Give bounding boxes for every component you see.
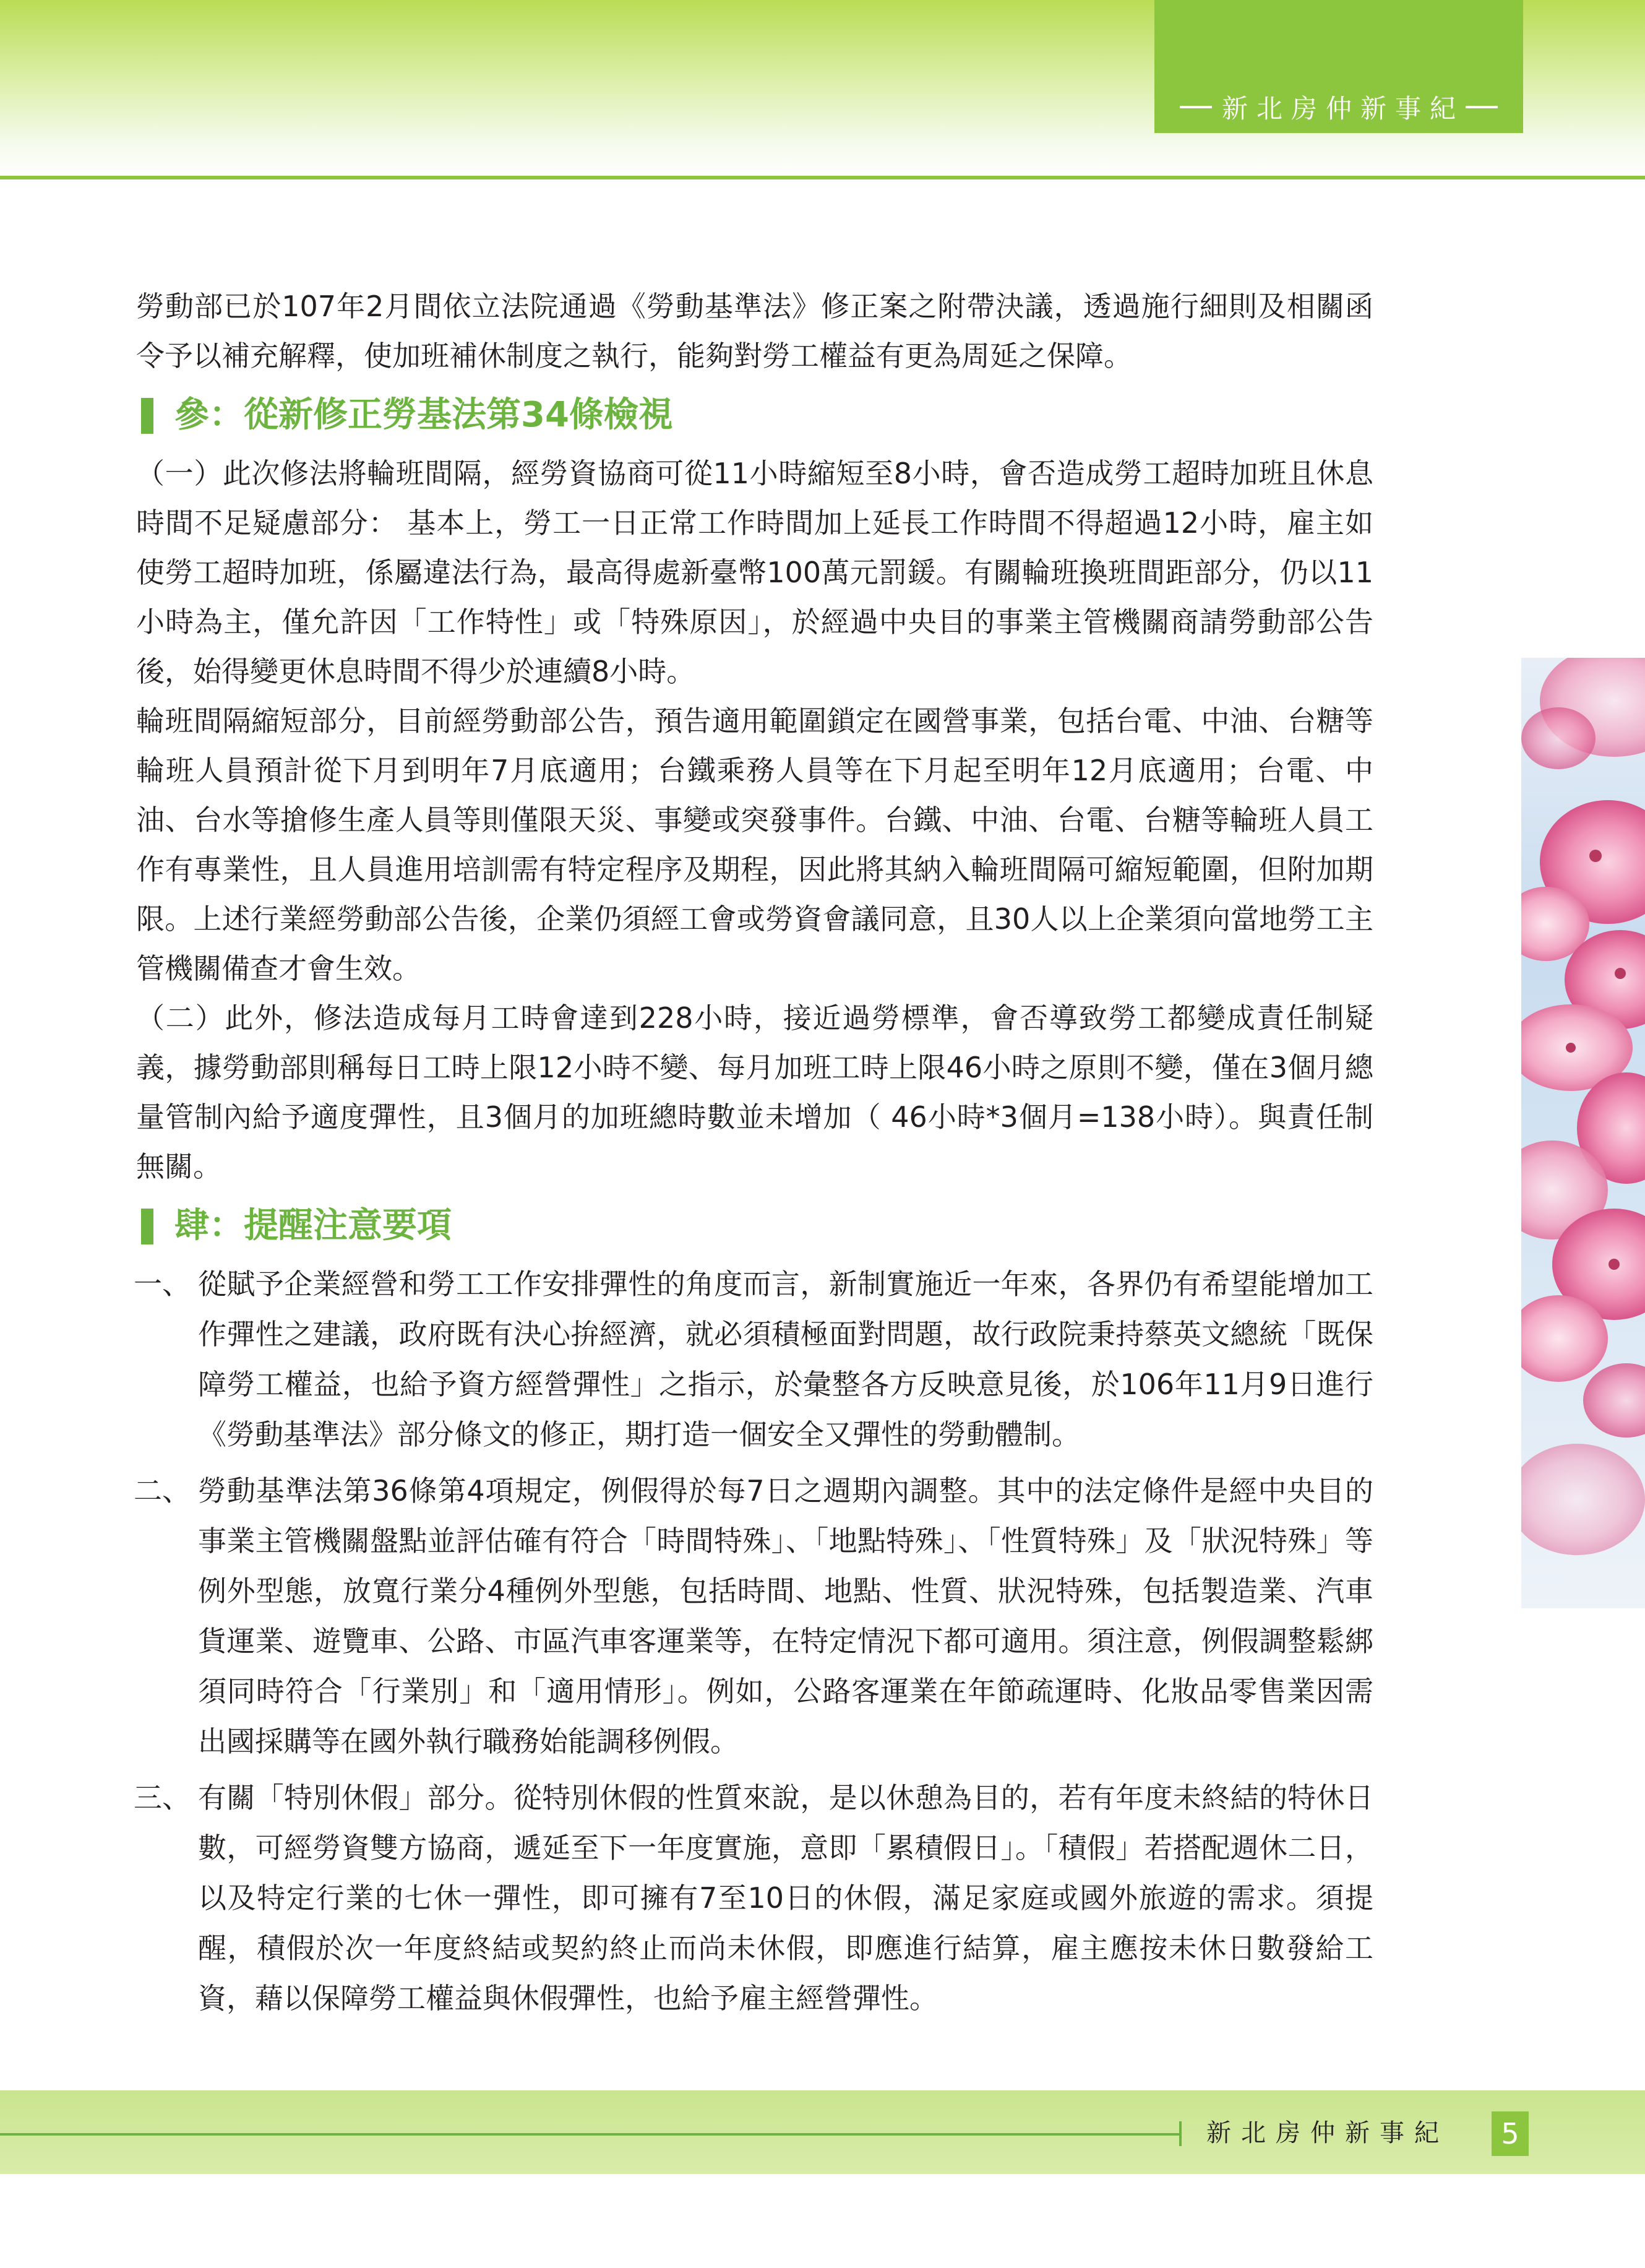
section-4-title: 肆：提醒注意要項 bbox=[174, 1205, 452, 1246]
title-dash-left bbox=[1180, 106, 1212, 108]
list-text: 從賦予企業經營和勞工工作安排彈性的角度而言，新制實施近一年來，各界仍有希望能增加工作彈性之建議，政府既有決心拚經濟，就必須積極面對問題，故行政院秉持蔡英文總統「既保障勞工權益，也給予資方經營彈性」之指示，於彙整各方反映意見後，於106年11月9日進行《勞動基準法》部分條文的修正，期打造一個安全又彈性的勞動體制。 bbox=[198, 1267, 1373, 1451]
list-number: 二、 bbox=[134, 1474, 191, 1507]
header-divider bbox=[0, 176, 1645, 179]
heading-bar bbox=[141, 398, 153, 434]
list-text: 有關「特別休假」部分。從特別休假的性質來說，是以休憩為目的，若有年度未終結的特休日數，可經勞資雙方協商，遞延至下一年度實施，意即「累積假日」。「積假」若搭配週休二日，以及特定行業的七休一彈性，即可擁有7至10日的休假，滿足家庭或國外旅遊的需求。須提醒，積假於次一年度終結或契約終止而尚未休假，即應進行結算，雇主應按未休日數發給工資，藉以保障勞工權益與休假彈性，也給予雇主經營彈性。 bbox=[198, 1781, 1373, 2015]
header-title: 新北房仲新事紀 bbox=[1221, 93, 1464, 124]
list-text: 勞動基準法第36條第4項規定，例假得於每7日之週期內調整。其中的法定條件是經中央目的事業主管機關盤點並評估確有符合「時間特殊」、「地點特殊」、「性質特殊」及「狀況特殊」等例外型態，放寬行業分4種例外型態，包括時間、地點、性質、狀況特殊，包括製造業、汽車貨運業、遊覽車、公路、市區汽車客運業等，在特定情況下都可適用。須注意，例假調整鬆綁須同時符合「行業別」和「適用情形」。例如，公路客運業在年節疏運時、化妝品零售業因需出國採購等在國外執行職務始能調移例假。 bbox=[198, 1474, 1373, 1758]
section-3-paragraph: （二）此外，修法造成每月工時會達到228小時，接近過勞標準，會否導致勞工都變成責任制疑義，據勞動部則稱每日工時上限12小時不變、每月加班工時上限46小時之原則不變，僅在3個月總量管制內給予適度彈性，且3個月的加班總時數並未增加（ 46小時*3個月=138小時）。與責任制無關。 bbox=[136, 1001, 1373, 1183]
section-4-heading bbox=[136, 1195, 1373, 1257]
title-dash-right bbox=[1466, 106, 1498, 108]
list-number: 三、 bbox=[134, 1781, 191, 1814]
page-number: 5 bbox=[1492, 2111, 1529, 2156]
footer-title: 新北房仲新事紀 bbox=[1206, 2119, 1449, 2147]
list-item bbox=[136, 1259, 1373, 1460]
header-title-tab bbox=[1154, 0, 1523, 133]
section-3-heading bbox=[136, 384, 1373, 446]
section-3-title: 參：從新修正勞基法第34條檢視 bbox=[174, 395, 673, 435]
list-item bbox=[136, 1773, 1373, 2024]
footer-tick bbox=[1179, 2121, 1182, 2146]
list-number: 一、 bbox=[134, 1267, 191, 1301]
list-item bbox=[136, 1466, 1373, 1767]
flower-photo bbox=[1521, 658, 1645, 1608]
footer-divider bbox=[0, 2133, 1182, 2136]
intro-paragraph: 勞動部已於107年2月間依立法院通過《勞動基準法》修正案之附帶決議，透過施行細則及相關函令予以補充解釋，使加班補休制度之執行，能夠對勞工權益有更為周延之保障。 bbox=[136, 290, 1373, 373]
article-body bbox=[136, 282, 1373, 2030]
section-3-paragraph: （一）此次修法將輪班間隔，經勞資協商可從11小時縮短至8小時，會否造成勞工超時加班且休息時間不足疑慮部分： 基本上，勞工一日正常工作時間加上延長工作時間不得超過12小時，雇主如使勞工超時加班，係屬違法行為，最高得處新臺幣100萬元罰鍰。有關輪班換班間距部分，仍以11小時為主，僅允許因「工作特性」或「特殊原因」，於經過中央目的事業主管機關商請勞動部公告後，始得變更休息時間不得少於連續8小時。 bbox=[136, 457, 1373, 688]
section-3-paragraph: 輪班間隔縮短部分，目前經勞動部公告，預告適用範圍鎖定在國營事業，包括台電、中油、台糖等輪班人員預計從下月到明年7月底適用；台鐵乘務人員等在下月起至明年12月底適用；台電、中油、台水等搶修生產人員等則僅限天災、事變或突發事件。台鐵、中油、台電、台糖等輪班人員工作有專業性，且人員進用培訓需有特定程序及期程，因此將其納入輪班間隔可縮短範圍，但附加期限。上述行業經勞動部公告後，企業仍須經工會或勞資會議同意，且30人以上企業須向當地勞工主管機關備查才會生效。 bbox=[136, 704, 1373, 985]
heading-bar bbox=[141, 1209, 153, 1244]
